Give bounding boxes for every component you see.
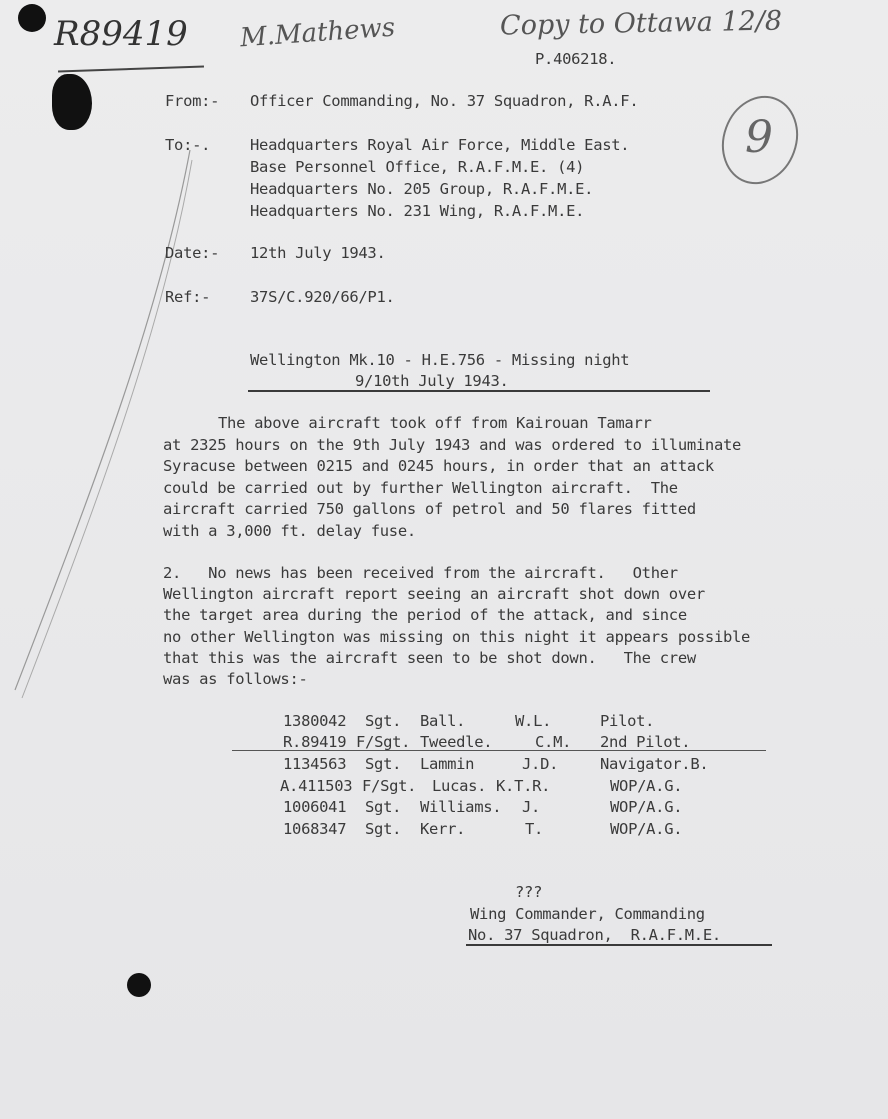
crew-rank: Sgt. (365, 820, 402, 838)
crew-role: Pilot. (600, 712, 655, 730)
crew-initials: J.D. (522, 755, 559, 773)
crew-rank: F/Sgt. (356, 733, 411, 751)
crew-role: WOP/A.G. (610, 820, 683, 838)
crew-name: Tweedle. (420, 733, 493, 751)
para2-line: was as follows:- (163, 670, 308, 688)
handwritten-copy-note: Copy to Ottawa 12/8 (499, 5, 783, 42)
document-reference: P.406218. (535, 50, 617, 68)
to-label: To:-. (165, 136, 211, 154)
para1-line: The above aircraft took off from Kairouan Tamarr (218, 414, 652, 432)
from-value: Officer Commanding, No. 37 Squadron, R.A.F. (250, 92, 639, 110)
signature-unit: No. 37 Squadron, R.A.F.M.E. (468, 926, 721, 944)
crew-role: 2nd Pilot. (600, 733, 691, 751)
ref-value: 37S/C.920/66/P1. (250, 288, 395, 306)
crew-name: Ball. (420, 712, 466, 730)
subject-line-1: Wellington Mk.10 - H.E.756 - Missing night (250, 351, 630, 369)
subject-line-2: 9/10th July 1943. (355, 372, 509, 390)
punch-hole-top (18, 4, 46, 32)
crew-number: 1134563 (283, 755, 347, 773)
crew-name: Kerr. (420, 820, 466, 838)
signature-underline (466, 944, 772, 946)
para1-line: with a 3,000 ft. delay fuse. (163, 522, 416, 540)
para2-line: 2. No news has been received from the aircraft. Other (163, 564, 678, 582)
punch-hole-bottom (127, 973, 151, 997)
para2-line: Wellington aircraft report seeing an aircraft shot down over (163, 585, 705, 603)
crew-role: WOP/A.G. (610, 798, 683, 816)
subject-underline (248, 390, 710, 392)
to-line: Headquarters Royal Air Force, Middle East. (250, 136, 630, 154)
crew-initials: J. (522, 798, 541, 816)
crew-role: Navigator.B. (600, 755, 709, 773)
crew-initials: T. (525, 820, 544, 838)
para2-line: that this was the aircraft seen to be shot down. The crew (163, 649, 696, 667)
crew-name: Williams. (420, 798, 502, 816)
para2-line: no other Wellington was missing on this night it appears possible (163, 628, 751, 646)
crew-number: 1068347 (283, 820, 347, 838)
signature-title: Wing Commander, Commanding (470, 905, 705, 923)
signature-mark: ??? (515, 883, 543, 901)
handwritten-file-number: R89419 (54, 14, 188, 54)
para1-line: at 2325 hours on the 9th July 1943 and was ordered to illuminate (163, 436, 742, 454)
crew-role: WOP/A.G. (610, 777, 683, 795)
crew-number: 1380042 (283, 712, 347, 730)
para2-line: the target area during the period of the attack, and since (163, 606, 687, 624)
crew-rank: Sgt. (365, 712, 402, 730)
crew-initials: C.M. (535, 733, 572, 751)
to-line: Headquarters No. 231 Wing, R.A.F.M.E. (250, 202, 585, 220)
ref-label: Ref:- (165, 288, 211, 306)
crew-rank: Sgt. (365, 755, 402, 773)
crew-rank: Sgt. (365, 798, 402, 816)
crew-number: 1006041 (283, 798, 347, 816)
to-line: Base Personnel Office, R.A.F.M.E. (4) (250, 158, 585, 176)
crew-number: A.411503 (280, 777, 353, 795)
handwritten-name-note: M.Mathews (239, 12, 397, 54)
para1-line: Syracuse between 0215 and 0245 hours, in order that an attack (163, 457, 714, 475)
crew-name: Lammin (420, 755, 475, 773)
para1-line: aircraft carried 750 gallons of petrol and 50 flares fitted (163, 500, 696, 518)
crew-initials: W.L. (515, 712, 552, 730)
to-line: Headquarters No. 205 Group, R.A.F.M.E. (250, 180, 594, 198)
date-value: 12th July 1943. (250, 244, 386, 262)
file-number-underline (58, 65, 204, 72)
para1-line: could be carried out by further Wellington aircraft. The (163, 479, 678, 497)
crew-name: Lucas. (432, 777, 487, 795)
crew-initials: K.T.R. (496, 777, 551, 795)
torn-mark (52, 74, 92, 130)
date-label: Date:- (165, 244, 220, 262)
from-label: From:- (165, 92, 220, 110)
crew-number: R.89419 (283, 733, 347, 751)
crew-rank: F/Sgt. (362, 777, 417, 795)
handwritten-circled-number: 9 (745, 112, 773, 163)
